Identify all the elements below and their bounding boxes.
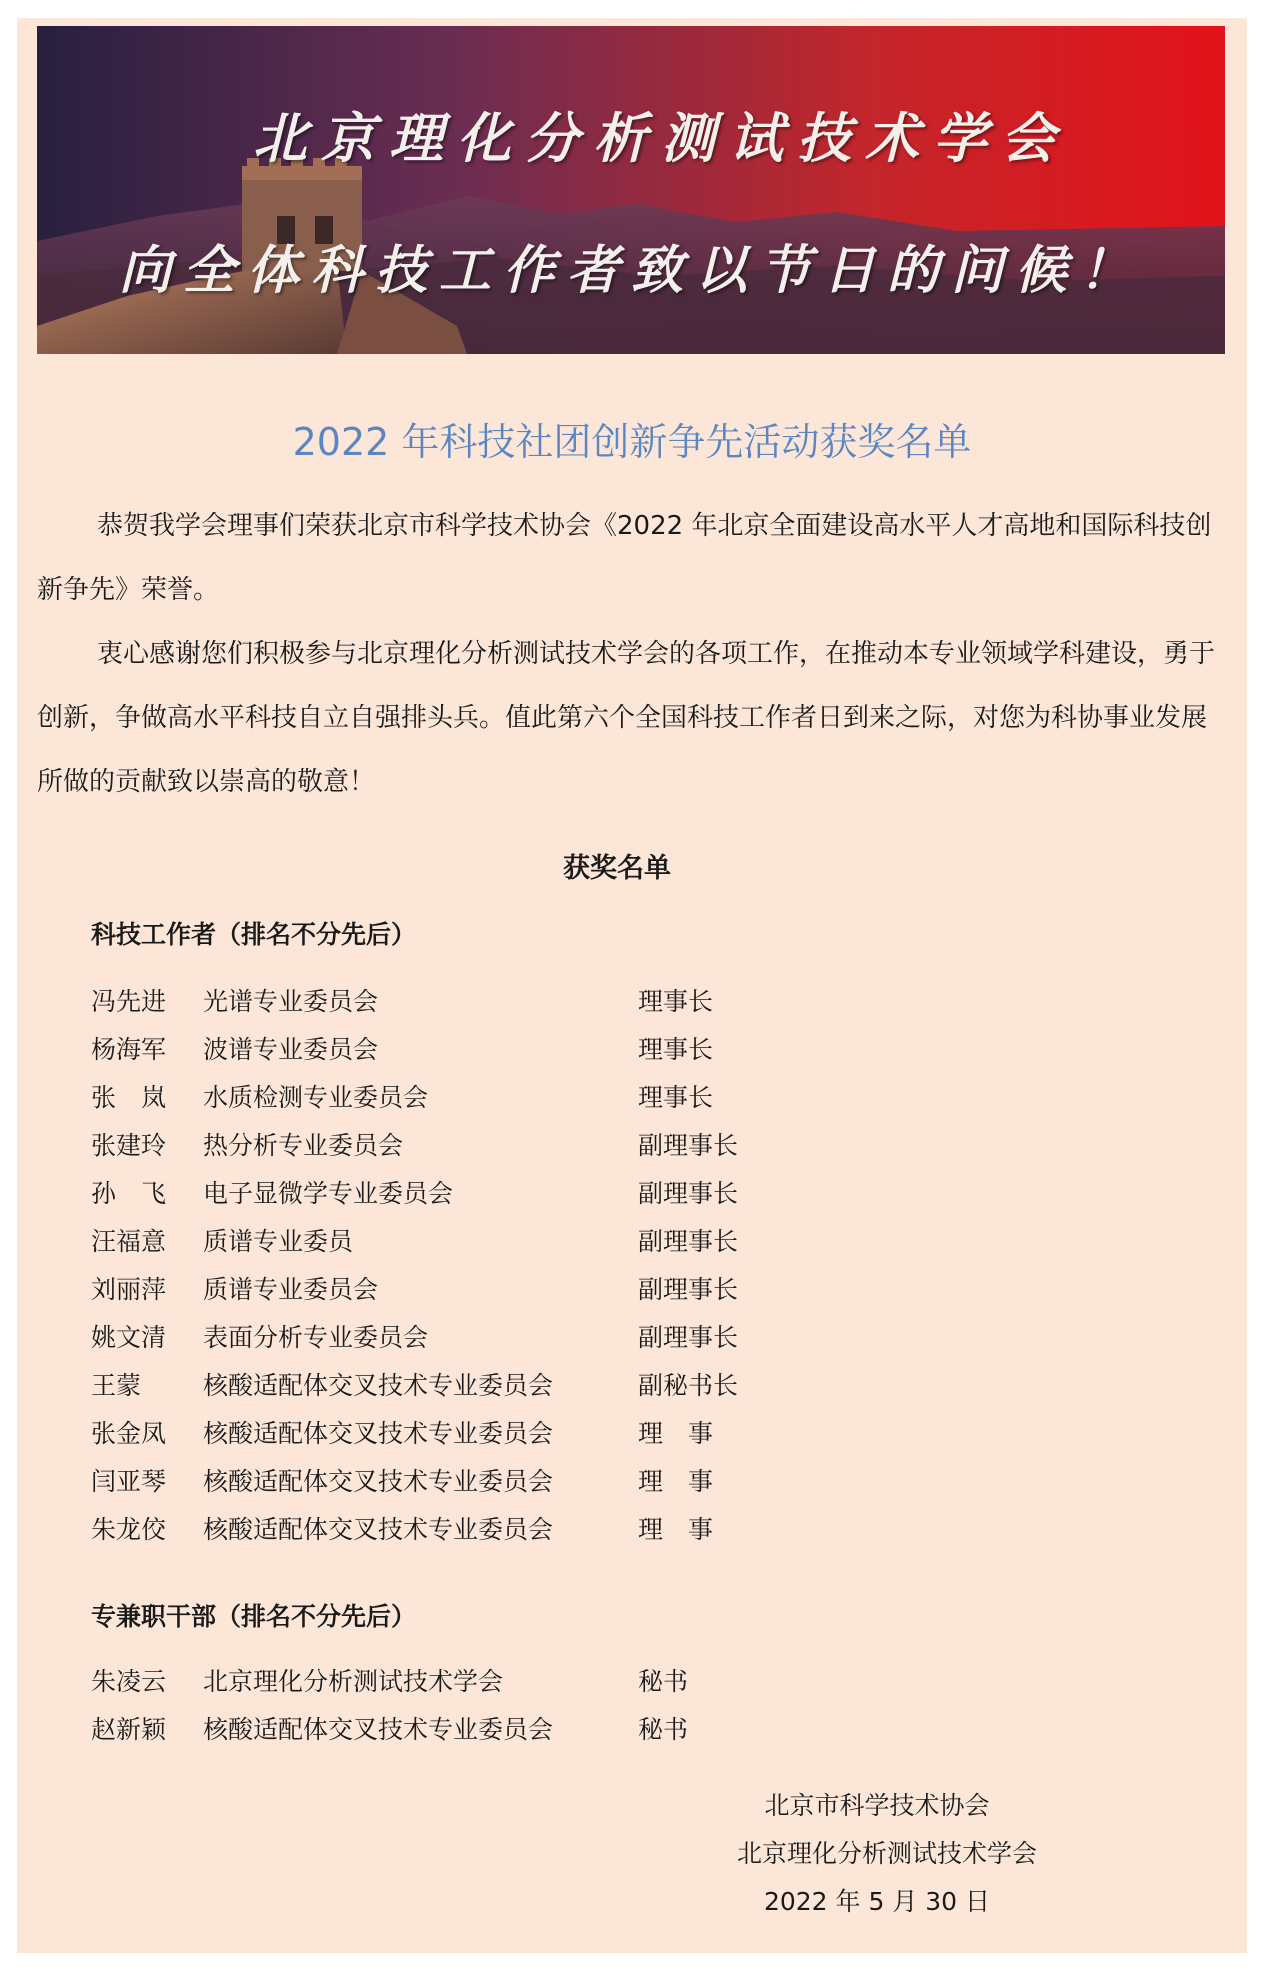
awardee-unit: 北京理化分析测试技术学会: [203, 1667, 504, 1696]
awardee-name: 汪福意: [91, 1227, 167, 1256]
signature-org-society: 北京理化分析测试技术学会: [737, 1839, 1038, 1868]
awardee-role: 秘书: [638, 1667, 689, 1696]
awardee-name: 张建玲: [91, 1131, 167, 1160]
document-page: [17, 18, 1247, 1953]
awardee-unit: 核酸适配体交叉技术专业委员会: [203, 1515, 554, 1544]
awardee-role: 副理事长: [638, 1131, 739, 1160]
awardee-name: 朱龙佼: [91, 1515, 167, 1544]
awardee-unit: 波谱专业委员会: [203, 1035, 379, 1064]
banner-image: [37, 26, 1225, 354]
awardee-role: 副理事长: [638, 1323, 739, 1352]
awardee-role: 副理事长: [638, 1227, 739, 1256]
awardee-name: 张 岚: [91, 1083, 167, 1112]
awardee-unit: 核酸适配体交叉技术专业委员会: [203, 1715, 554, 1744]
awardee-name: 朱凌云: [91, 1667, 167, 1696]
awardee-name: 姚文清: [91, 1323, 167, 1352]
great-wall-illustration: [37, 26, 1225, 354]
document-title: 2022 年科技社团创新争先活动获奖名单: [292, 420, 972, 464]
awardee-unit: 核酸适配体交叉技术专业委员会: [203, 1467, 554, 1496]
awardee-role: 理事长: [638, 987, 714, 1016]
banner-greeting: 向全体科技工作者致以节日的问候！: [118, 240, 1143, 301]
awardee-unit: 质谱专业委员会: [203, 1275, 379, 1304]
awardee-name: 刘丽萍: [91, 1275, 167, 1304]
awardee-unit: 表面分析专业委员会: [203, 1323, 429, 1352]
awardee-name: 赵新颖: [91, 1715, 167, 1744]
awardee-unit: 水质检测专业委员会: [203, 1083, 429, 1112]
awardee-name: 闫亚琴: [91, 1467, 167, 1496]
awardee-role: 理事长: [638, 1035, 714, 1064]
awardee-name: 孙 飞: [91, 1179, 167, 1208]
awardee-unit: 电子显微学专业委员会: [203, 1179, 454, 1208]
awardee-role: 副秘书长: [638, 1371, 739, 1400]
signature-org-cast: 北京市科学技术协会: [764, 1791, 990, 1820]
awardee-unit: 热分析专业委员会: [203, 1131, 404, 1160]
awardee-unit: 核酸适配体交叉技术专业委员会: [203, 1419, 554, 1448]
awardee-name: 杨海军: [91, 1035, 167, 1064]
awardee-unit: 质谱专业委员: [203, 1227, 354, 1256]
awardee-role: 理 事: [638, 1419, 714, 1448]
signature-date: 2022 年 5 月 30 日: [763, 1887, 991, 1916]
thanks-paragraph: 衷心感谢您们积极参与北京理化分析测试技术学会的各项工作，在推动本专业领域学科建设，勇于创新，争做高水平科技自立自强排头兵。值此第六个全国科技工作者日到来之际，对您为科协事业发展所做的贡献致以崇高的敬意！: [37, 639, 1216, 797]
awardee-name: 王蒙: [91, 1371, 142, 1400]
awardee-unit: 核酸适配体交叉技术专业委员会: [203, 1371, 554, 1400]
awardee-unit: 光谱专业委员会: [203, 987, 379, 1016]
awardee-name: 冯先进: [91, 987, 167, 1016]
section-heading-staff: 专兼职干部（排名不分先后）: [91, 1602, 417, 1631]
award-list-title: 获奖名单: [563, 853, 671, 884]
congrats-paragraph: 恭贺我学会理事们荣获北京市科学技术协会《2022 年北京全面建设高水平人才高地和国际科技创新争先》荣誉。: [37, 511, 1212, 605]
banner-org-name: 北京理化分析测试技术学会: [253, 106, 1069, 170]
awardee-role: 理事长: [638, 1083, 714, 1112]
awardee-role: 副理事长: [638, 1275, 739, 1304]
awardee-role: 秘书: [638, 1715, 689, 1744]
awardee-role: 理 事: [638, 1515, 714, 1544]
awardee-name: 张金凤: [91, 1419, 167, 1448]
section-heading-researchers: 科技工作者（排名不分先后）: [91, 920, 417, 949]
awardee-role: 副理事长: [638, 1179, 739, 1208]
awardee-role: 理 事: [638, 1467, 714, 1496]
